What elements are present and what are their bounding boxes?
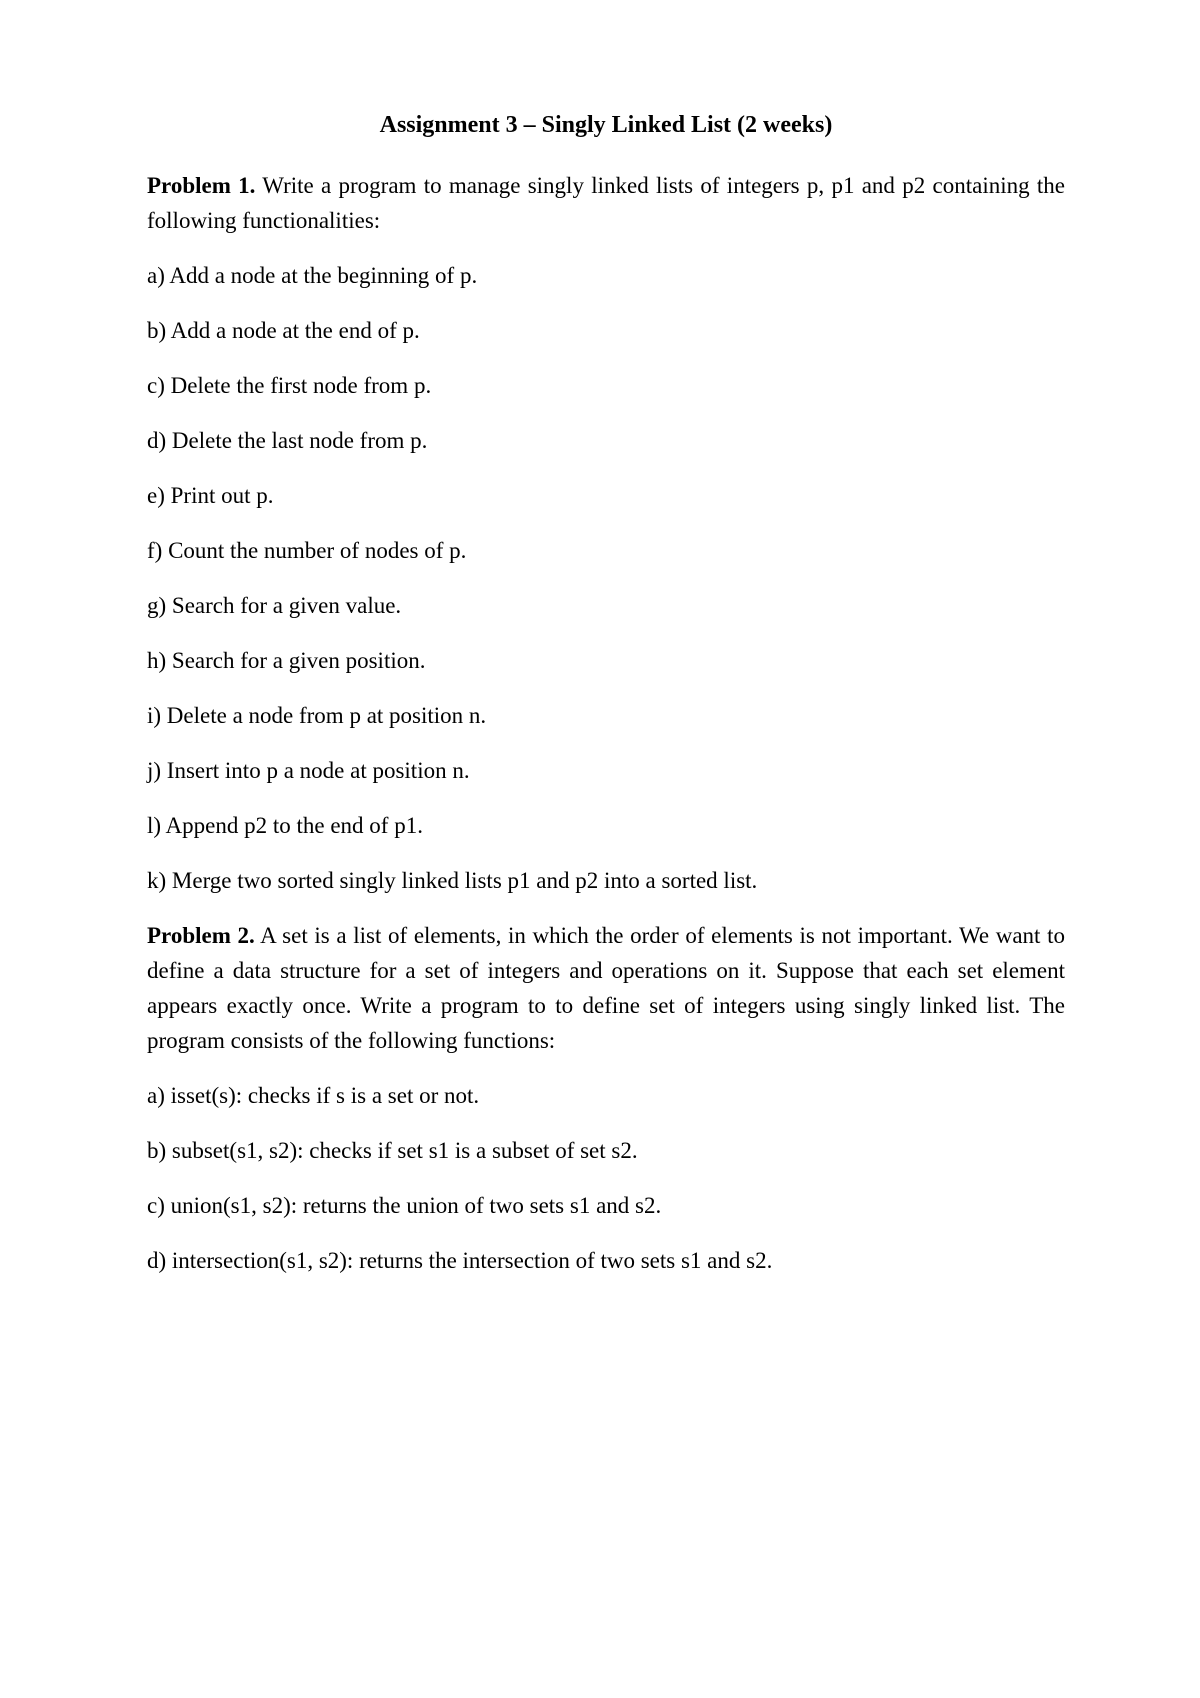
problem-2-item: b) subset(s1, s2): checks if set s1 is a subset of set s2.	[147, 1138, 638, 1163]
problem-1-item: h) Search for a given position.	[147, 648, 426, 673]
problem-1-item: a) Add a node at the beginning of p.	[147, 263, 478, 288]
problem-1-item: g) Search for a given value.	[147, 593, 402, 618]
problem-1-item: c) Delete the first node from p.	[147, 373, 432, 398]
problem-2-statement	[147, 918, 1065, 1058]
problem-1-label: Problem 1.	[147, 173, 256, 198]
problem-2-text: A set is a list of elements, in which the order of elements is not important. We want to define a data structure for a set of integers and operations on it. Suppose that each set element appears exactly once. Write a program to to define set of integers using singly linked list. The program consists of the following functions:	[147, 923, 1065, 1053]
problem-1-text: Write a program to manage singly linked lists of integers p, p1 and p2 containing the following functionalities:	[147, 173, 1065, 233]
problem-2-item: a) isset(s): checks if s is a set or not.	[147, 1083, 480, 1108]
problem-1-item: e) Print out p.	[147, 483, 274, 508]
problem-1-item: j) Insert into p a node at position n.	[147, 758, 470, 783]
document-body	[147, 108, 1065, 1298]
problem-1-item: f) Count the number of nodes of p.	[147, 538, 467, 563]
problem-1-item: b) Add a node at the end of p.	[147, 318, 420, 343]
problem-2-item: d) intersection(s1, s2): returns the intersection of two sets s1 and s2.	[147, 1248, 773, 1273]
problem-2-item: c) union(s1, s2): returns the union of two sets s1 and s2.	[147, 1193, 662, 1218]
problem-1-statement	[147, 168, 1065, 238]
document-title: Assignment 3 – Singly Linked List (2 weeks)	[379, 112, 833, 138]
problem-1-item: d) Delete the last node from p.	[147, 428, 428, 453]
problem-2-label: Problem 2.	[147, 923, 255, 948]
problem-1-item: l) Append p2 to the end of p1.	[147, 813, 423, 838]
problem-1-item: i) Delete a node from p at position n.	[147, 703, 487, 728]
problem-1-item: k) Merge two sorted singly linked lists p1 and p2 into a sorted list.	[147, 868, 758, 893]
